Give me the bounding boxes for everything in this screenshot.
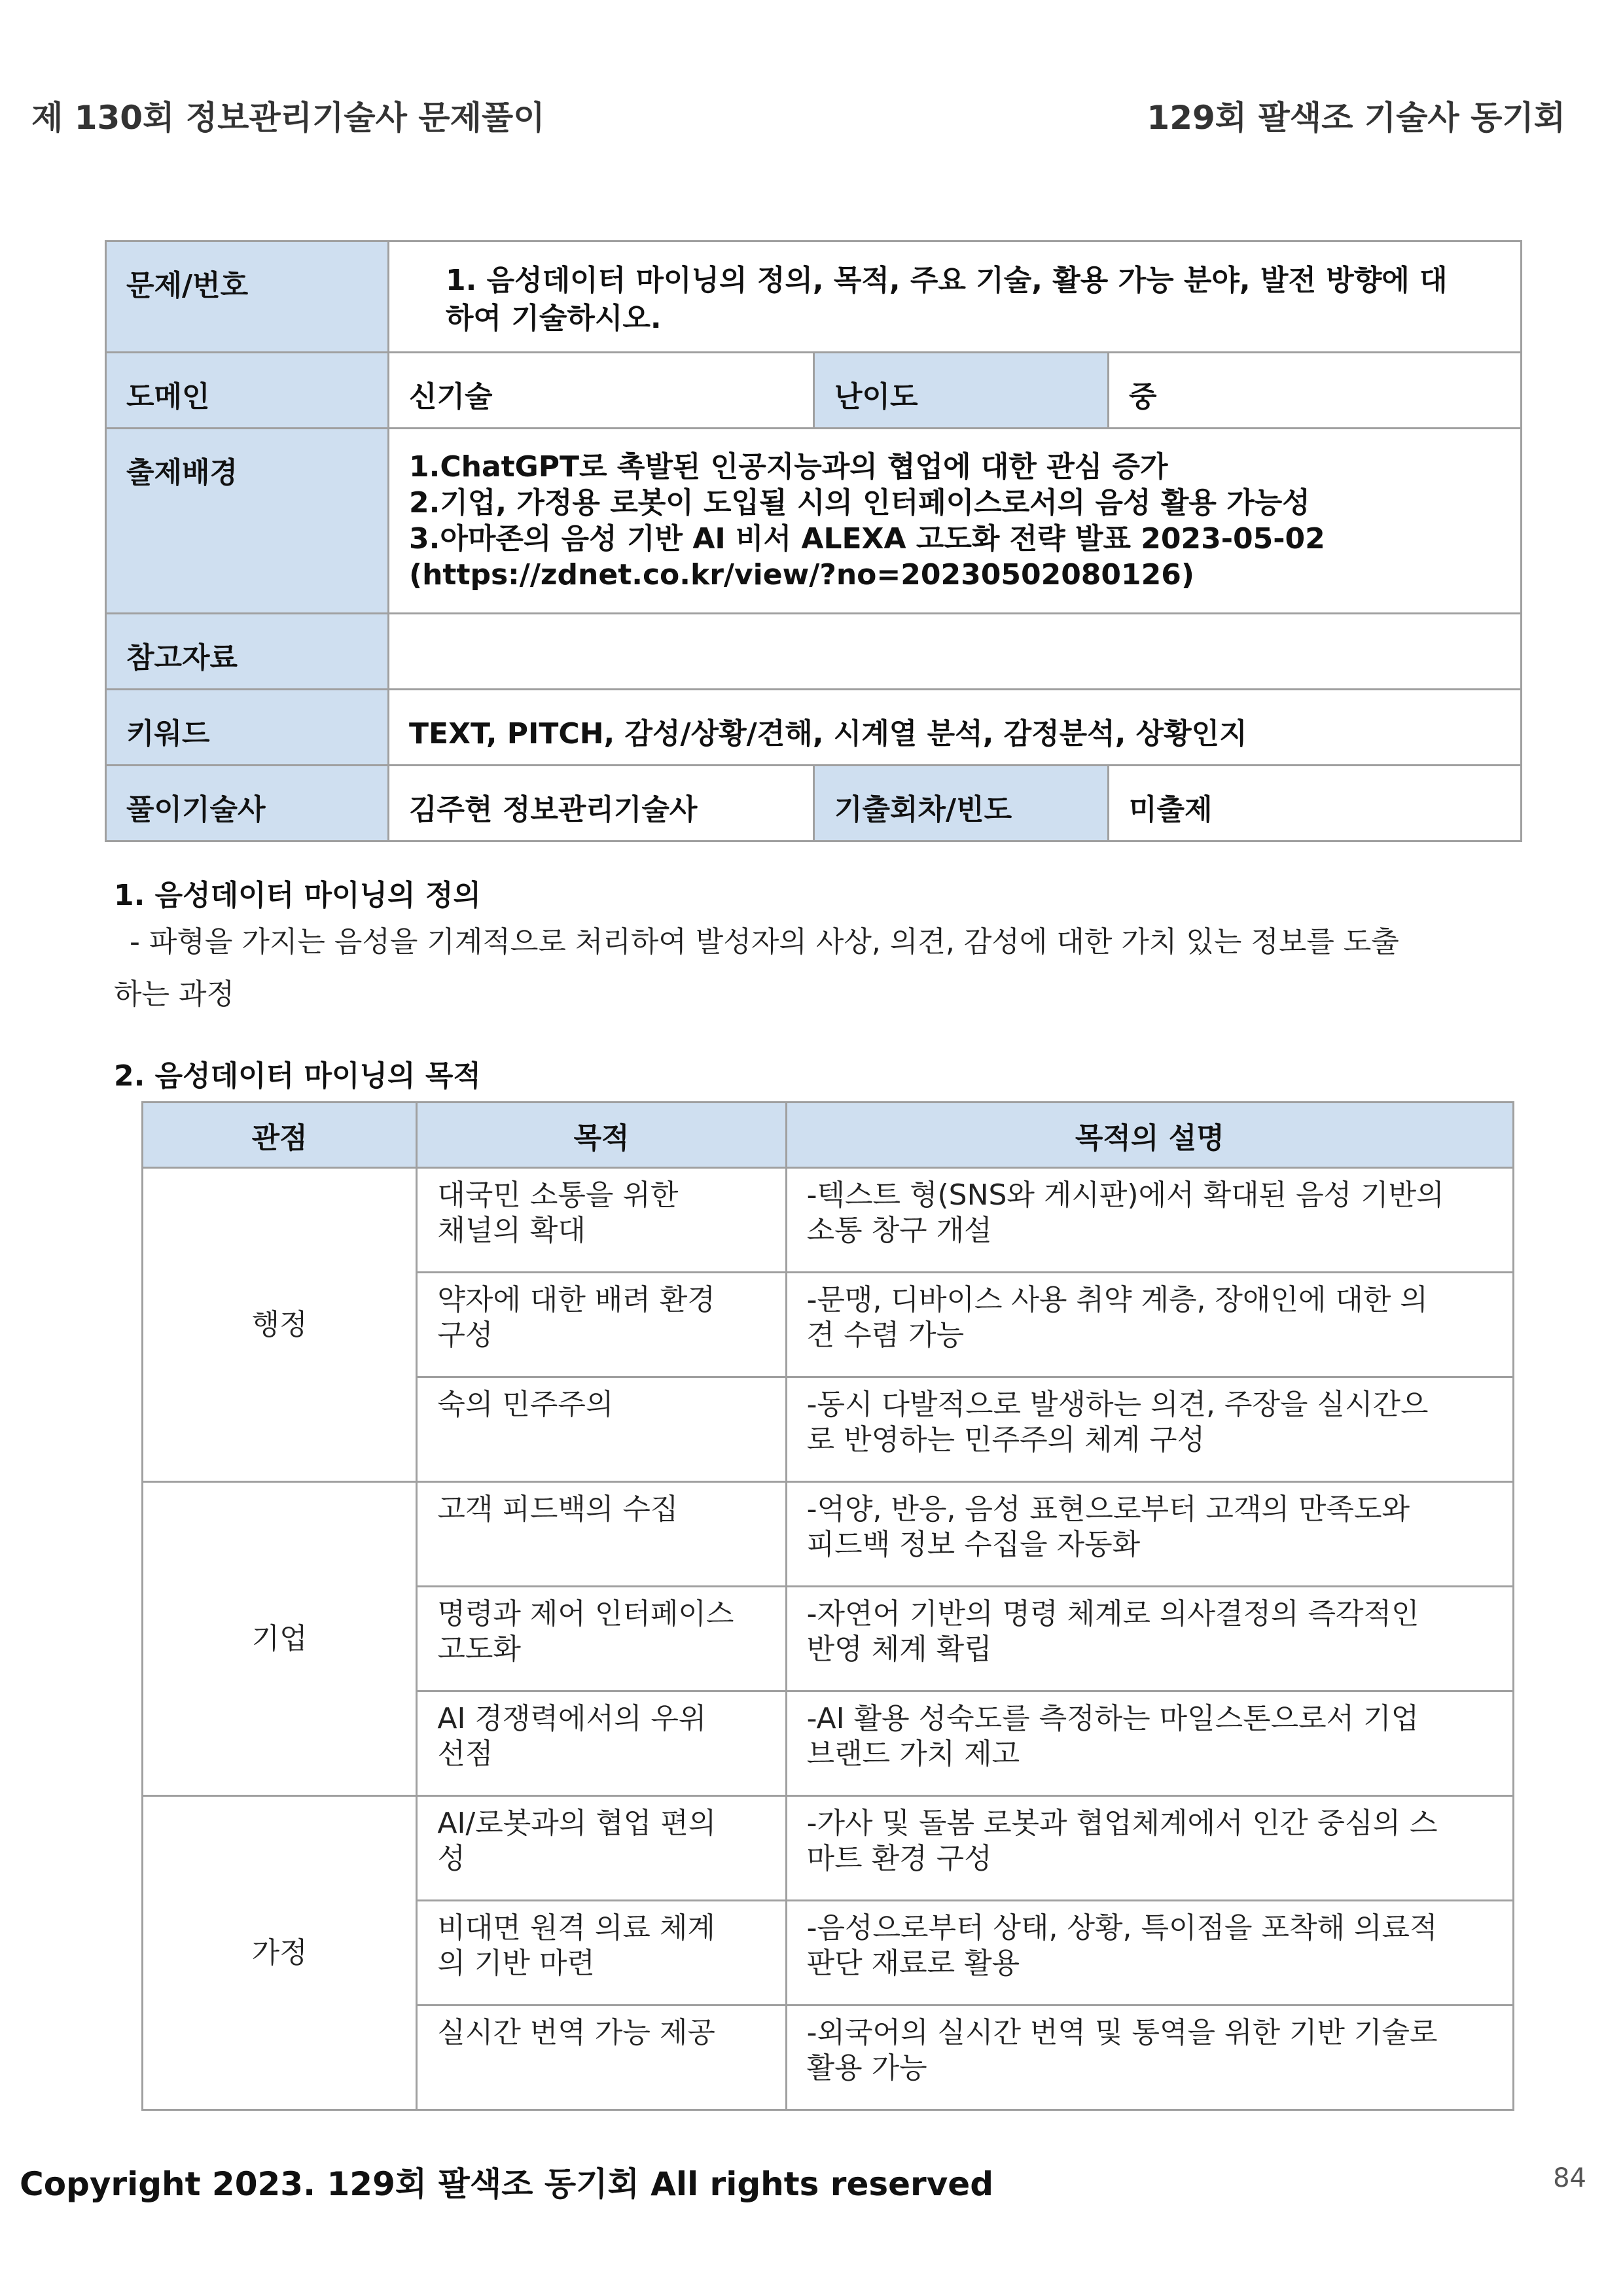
table-row [143, 1168, 1514, 1273]
keyword-label: 키워드 [106, 690, 389, 766]
definition-line: - 파형을 가지는 음성을 기계적으로 처리하여 발성자의 사상, 의견, 감성에 대한 가치 있는 정보를 도출 [130, 925, 1399, 959]
page-number: 84 [1553, 2163, 1586, 2193]
desc-cell: -외국어의 실시간 번역 및 통역을 위한 기반 기술로 활용 가능 [786, 2005, 1513, 2110]
col-header: 관점 [143, 1103, 417, 1168]
desc-cell: -텍스트 형(SNS와 게시판)에서 확대된 음성 기반의 소통 창구 개설 [786, 1168, 1513, 1273]
desc-cell: -자연어 기반의 명령 체계로 의사결정의 즉각적인 반영 체계 확립 [786, 1587, 1513, 1691]
purpose-cell: 고객 피드백의 수집 [417, 1482, 786, 1587]
definition-line: 하는 과정 [114, 978, 235, 1011]
group-cell: 행정 [143, 1168, 417, 1482]
keyword-value: TEXT, PITCH, 감성/상황/견해, 시계열 분석, 감정분석, 상황인지 [389, 690, 1522, 766]
desc-cell: -AI 활용 성숙도를 측정하는 마일스톤으로서 기업 브랜드 가치 제고 [786, 1691, 1513, 1796]
difficulty-value: 중 [1109, 353, 1522, 429]
background-text [389, 429, 1522, 614]
section2-title: 2. 음성데이터 마이닝의 목적 [114, 1059, 481, 1093]
domain-value: 신기술 [389, 353, 814, 429]
purpose-cell: 대국민 소통을 위한 채널의 확대 [417, 1168, 786, 1273]
purpose-cell: 명령과 제어 인터페이스 고도화 [417, 1587, 786, 1691]
question-info-table [105, 240, 1522, 842]
table-row [143, 1796, 1514, 1901]
section1-title: 1. 음성데이터 마이닝의 정의 [114, 879, 481, 912]
header-left-title: 제 130회 정보관리기술사 문제풀이 [31, 99, 545, 137]
col-header: 목적의 설명 [786, 1103, 1513, 1168]
frequency-label: 기출회차/빈도 [814, 766, 1109, 841]
purpose-cell: 실시간 번역 가능 제공 [417, 2005, 786, 2110]
frequency-value: 미출제 [1109, 766, 1522, 841]
purpose-cell: 약자에 대한 배려 환경 구성 [417, 1273, 786, 1377]
section1-body [114, 916, 1522, 1021]
background-line: 3.아마존의 음성 기반 AI 비서 ALEXA 고도화 전략 발표 2023-05-02 [409, 522, 1325, 556]
table-row [143, 1482, 1514, 1587]
question-line: 1. 음성데이터 마이닝의 정의, 목적, 주요 기술, 활용 가능 분야, 발전 방향에 대 [446, 264, 1448, 297]
background-line: 1.ChatGPT로 촉발된 인공지능과의 협업에 대한 관심 증가 [409, 450, 1168, 484]
solver-value: 김주현 정보관리기술사 [389, 766, 814, 841]
background-line: 2.기업, 가정용 로봇이 도입될 시의 인터페이스로서의 음성 활용 가능성 [409, 486, 1310, 520]
desc-cell: -문맹, 디바이스 사용 취약 계층, 장애인에 대한 의 견 수렴 가능 [786, 1273, 1513, 1377]
background-label: 출제배경 [106, 429, 389, 614]
group-cell: 가정 [143, 1796, 417, 2110]
reference-value [389, 614, 1522, 690]
group-cell: 기업 [143, 1482, 417, 1796]
copyright-footer: Copyright 2023. 129회 팔색조 동기회 All rights reserved [20, 2165, 994, 2203]
desc-cell: -억양, 반응, 음성 표현으로부터 고객의 만족도와 피드백 정보 수집을 자동화 [786, 1482, 1513, 1587]
domain-label: 도메인 [106, 353, 389, 429]
purpose-table [141, 1101, 1514, 2111]
desc-cell: -가사 및 돌봄 로봇과 협업체계에서 인간 중심의 스 마트 환경 구성 [786, 1796, 1513, 1901]
question-label: 문제/번호 [106, 241, 389, 353]
purpose-cell: AI/로봇과의 협업 편의 성 [417, 1796, 786, 1901]
background-line: (https://zdnet.co.kr/view/?no=20230502080126) [409, 558, 1194, 592]
solver-label: 풀이기술사 [106, 766, 389, 841]
question-line: 하여 기술하시오. [446, 302, 662, 335]
header-right-title: 129회 팔색조 기술사 동기회 [1147, 99, 1565, 137]
col-header: 목적 [417, 1103, 786, 1168]
reference-label: 참고자료 [106, 614, 389, 690]
desc-cell: -동시 다발적으로 발생하는 의견, 주장을 실시간으 로 반영하는 민주주의 체계 구성 [786, 1377, 1513, 1482]
question-text [389, 241, 1522, 353]
purpose-cell: 비대면 원격 의료 체계 의 기반 마련 [417, 1901, 786, 2005]
difficulty-label: 난이도 [814, 353, 1109, 429]
purpose-cell: 숙의 민주주의 [417, 1377, 786, 1482]
desc-cell: -음성으로부터 상태, 상황, 특이점을 포착해 의료적 판단 재료로 활용 [786, 1901, 1513, 2005]
purpose-cell: AI 경쟁력에서의 우위 선점 [417, 1691, 786, 1796]
